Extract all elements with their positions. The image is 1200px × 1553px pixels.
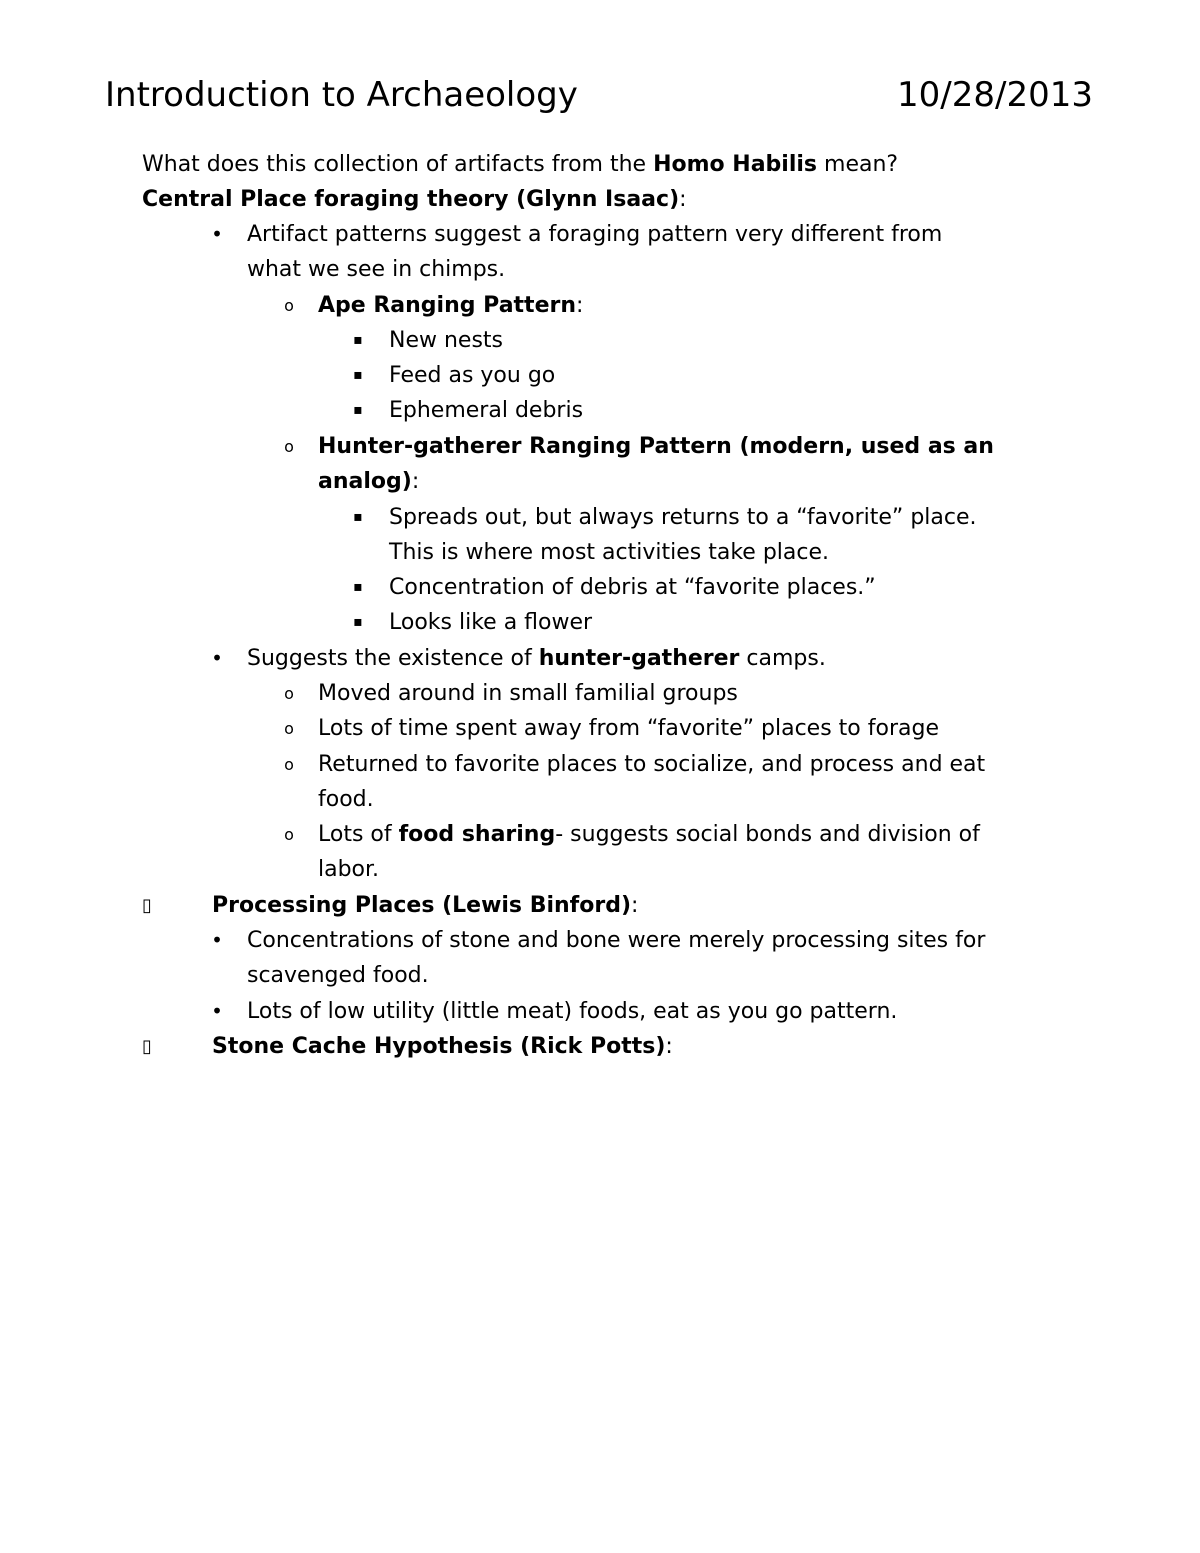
heading-colon: : [631,893,639,918]
intro-bold: Homo Habilis [653,152,818,177]
section-heading-central-place [142,182,687,217]
list-item: Concentrations of stone and bone were merely processing sites for [247,928,986,953]
bullet-disc-icon: • [211,999,223,1023]
bullet-circle-icon: o [284,719,294,738]
bullet-circle-icon: o [284,825,294,844]
bullet-disc-icon: • [211,646,223,670]
section-heading-processing-places [212,888,638,923]
bullet-circle-icon: o [284,296,294,315]
page-header [105,70,1093,120]
list-item-text: Suggests the existence of [247,646,539,671]
list-item-text-end: - suggests social bonds and division of [555,822,980,847]
list-item: New nests [389,328,504,353]
list-item-continuation: what we see in chimps. [247,257,506,282]
intro-question [142,147,898,182]
document-title: Introduction to Archaeology [105,75,578,115]
list-item-continuation: labor. [318,857,380,882]
list-item: Concentration of debris at “favorite places.” [389,575,876,600]
list-item-text: Lots of [318,822,399,847]
bullet-disc-icon: • [211,222,223,246]
list-item: Looks like a flower [389,610,593,635]
list-item: Spreads out, but always returns to a “favorite” place. [389,505,977,530]
list-item: Lots of low utility (little meat) foods, eat as you go pattern. [247,999,898,1024]
intro-text-end: mean? [817,152,899,177]
heading-colon: : [411,469,420,494]
subheading-ape-ranging [318,288,583,323]
subheading-continuation [318,464,419,499]
bullet-box-icon: ▯ [142,895,152,916]
list-item [318,817,980,852]
bullet-disc-icon: • [211,928,223,952]
list-item: Ephemeral debris [389,398,584,423]
bullet-square-icon: ▪ [353,367,363,383]
list-item-text-end: camps. [739,646,826,671]
bullet-square-icon: ▪ [353,509,363,525]
list-item-bold: hunter-gatherer [538,646,740,671]
bullet-circle-icon: o [284,684,294,703]
list-item: Moved around in small familial groups [318,681,738,706]
list-item: Feed as you go [389,363,556,388]
list-item: Artifact patterns suggest a foraging pattern very different from [247,222,943,247]
bullet-square-icon: ▪ [353,402,363,418]
list-item-continuation: scavenged food. [247,963,429,988]
subheading-text: Ape Ranging Pattern [318,293,577,318]
bullet-circle-icon: o [284,437,294,456]
list-item [247,641,826,676]
bullet-square-icon: ▪ [353,332,363,348]
subheading-text: Hunter-gatherer Ranging Pattern (modern, used as an [318,434,994,459]
list-item: Lots of time spent away from “favorite” places to forage [318,716,939,741]
bullet-circle-icon: o [284,755,294,774]
list-item-continuation: This is where most activities take place. [389,540,829,565]
subheading-text: analog) [318,469,412,494]
list-item-continuation: food. [318,787,374,812]
heading-colon: : [665,1034,673,1059]
heading-colon: : [576,293,584,318]
subheading-hunter-gatherer-ranging [318,429,994,464]
list-item-bold: food sharing [398,822,556,847]
section-heading-stone-cache [212,1029,673,1064]
section-heading-text: Central Place foraging theory (Glynn Isaac) [142,187,680,212]
document-date: 10/28/2013 [897,75,1093,115]
list-item: Returned to favorite places to socialize, and process and eat [318,752,986,777]
section-heading-text: Processing Places (Lewis Binford) [212,893,631,918]
bullet-square-icon: ▪ [353,579,363,595]
bullet-box-icon: ▯ [142,1036,152,1057]
intro-text: What does this collection of artifacts from the [142,152,654,177]
heading-colon: : [679,187,687,212]
bullet-square-icon: ▪ [353,614,363,630]
section-heading-text: Stone Cache Hypothesis (Rick Potts) [212,1034,666,1059]
